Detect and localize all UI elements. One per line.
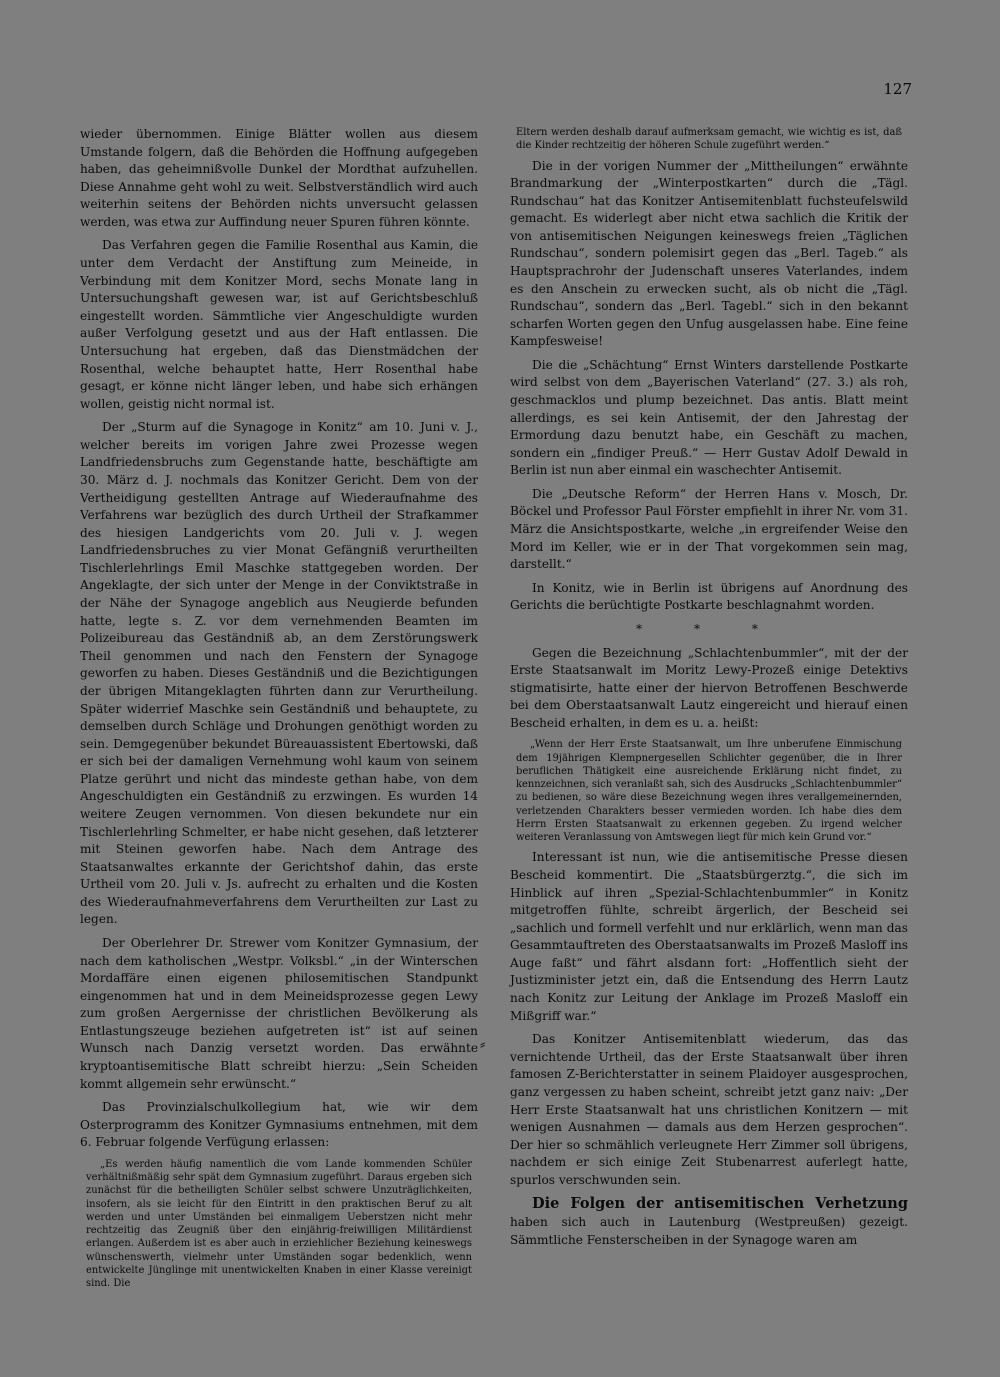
paragraph: Eltern werden deshalb darauf aufmerksam gemacht, wie wichtig es ist, daß die Kinder rechtzeitig der höheren Schule zugeführt werden.“ — [516, 127, 902, 152]
closing-text: haben sich auch in Lautenburg (Westpreußen) gezeigt. Sämmtliche Fensterscheiben in der Synagoge waren am — [510, 1214, 908, 1247]
paragraph: Der Oberlehrer Dr. Strewer vom Konitzer Gymnasium, der nach dem katholischen „Westpr. Volksbl.“ „in der Winterschen Mordaffäre einen eigenen philosemitischen Standpunkt eingenommen hat und in dem Meineidsprozesse gegen Lewy zum großen Aergernisse der christlichen Bevölkerung als Entlastungszeuge beziehen aufgetreten ist“ ist auf seinen Wunsch nach Danzig versetzt worden. Das erwähnte kryptoantisemitische Blatt schreibt hierzu: „Sein Scheiden kommt allgemein sehr erwünscht.“ — [80, 936, 478, 1091]
paragraph: Die die „Schächtung“ Ernst Winters darstellende Postkarte wird selbst von dem „Bayerischen Vaterland“ (27. 3.) als roh, geschmacklos und plump bezeichnet. Das antis. Blatt meint allerdings, es sei kein Antisemit, der den Jahrestag der Ermordung dazu benutzt habe, ein Geschäft zu machen, sondern ein „findiger Preuß.“ — Herr Gustav Adolf Dewald in Berlin ist nun aber einmal ein waschechter Antisemit. — [510, 357, 908, 478]
paragraph: Die „Deutsche Reform“ der Herren Hans v. Mosch, Dr. Böckel und Professor Paul Förster empfiehlt in ihrer Nr. vom 31. März die Ansichtspostkarte, welche „in ergreifender Weise den Mord im Keller, wie er in der That vorgekommen sein mag, darstellt.“ — [510, 486, 908, 572]
left-column — [80, 126, 478, 1295]
paragraph: Der „Sturm auf die Synagoge in Konitz“ am 10. Juni v. J., welcher bereits im vorigen Jahre zwei Prozesse wegen Landfriedensbruchs zum Gegenstande hatte, beschäftigte am 30. März d. J. nochmals das Konitzer Gericht. Dem von der Vertheidigung gestellten Antrage auf Wiederaufnahme des Verfahrens war bezüglich des durch Urtheil der Strafkammer des hiesigen Landgerichts vom 20. Juli v. J. wegen Landfriedensbruches zu vier Monat Gefängniß verurtheilten Tischlerlehrlings Emil Maschke stattgegeben worden. Der Angeklagte, der sich unter der Menge in der Conviktstraße in der Nähe der Synagoge angeblich aus Neugierde befunden hatte, legte s. Z. vor dem vernehmenden Beamten im Polizeibureau das Geständniß ab, an dem Zerstörungswerk Theil genommen und nach den Fenstern der Synagoge geworfen zu haben. Dieses Geständniß und die Bezichtigungen der übrigen Mitangeklagten führten dann zur Verurtheilung. Später widerrief Maschke sein Geständniß und behauptete, zu demselben durch Schläge und Drohungen genöthigt worden zu sein. Demgegenüber bekundet Büreauassistent Ebertowski, daß er sich bei der damaligen Vernehmung wohl kaum von seinem Platze gerührt und nicht das mindeste gethan habe, von dem Angeschuldigten ein Geständniß zu erzwingen. Es wurden 14 weitere Zeugen vernommen. Von diesen bekundete nur ein Tischlerlehrling Schmelter, er habe nicht gesehen, daß letzterer mit Steinen geworfen habe. Nach dem Antrage des Staatsanwaltes erkannte der Gerichtshof dahin, das erste Urtheil vom 20. Juli v. Js. aufrecht zu erhalten und die Kosten des Wiederaufnahmeverfahrens dem Verurtheilten zur Last zu legen. — [80, 420, 478, 927]
paragraph: Die in der vorigen Nummer der „Mittheilungen“ erwähnte Brandmarkung der „Winterpostkarten“ durch die „Tägl. Rundschau“ hat das Konitzer Antisemitenblatt fuchsteufelswild gemacht. Es widerlegt aber nicht etwa sachlich die Kritik der von antisemitischen Neigungen keineswegs freien „Täglichen Rundschau“, sondern polemisirt gegen das „Berl. Tageb.“ als Hauptsprachrohr der Judenschaft unseres Vaterlandes, indem es den Anschein zu erwecken sucht, als ob nicht die „Tägl. Rundschau“, sondern das „Berl. Tagebl.“ sich in den bekannt scharfen Worten gegen den Unfug ausgelassen habe. Eine feine Kampfesweise! — [510, 158, 908, 349]
closing-paragraph — [510, 1195, 908, 1249]
paragraph: Das Konitzer Antisemitenblatt wiederum, das das vernichtende Urtheil, das der Erste Staatsanwalt über ihren famosen Z-Berichterstatter in seinem Plaidoyer ausgesprochen, ganz vergessen zu haben scheint, schreibt jetzt ganz naiv: „Der Herr Erste Staatsanwalt hat uns christlichen Konitzern — mit wenigen Ausnahmen — damals aus dem Herzen gesprochen“. Der hier so schmählich verleugnete Herr Zimmer soll übrigens, nachdem er sich einige Zeit Stubenarrest auferlegt hatte, spurlos verschwunden sein. — [510, 1032, 908, 1187]
paragraph: „Es werden häufig namentlich die vom Lande kommenden Schüler verhältnißmäßig sehr spät dem Gymnasium zugeführt. Daraus ergeben sich zunächst für die betheiligten Schüler selbst schwere Unzuträglichkeiten, insofern, als sie leicht für den Eintritt in den praktischen Beruf zu alt werden und unter Umständen bei einmaligem Ueberstzen nicht mehr rechtzeitig das Zeugniß über den einjährig-freiwilligen Militärdienst erlangen. Außerdem ist es aber auch in erziehlicher Beziehung keineswegs wünschenswerth, vielmehr unter Umständen sogar bedenklich, wenn entwickelte Jünglinge mit unentwickelten Knaben in einer Klasse vereinigt sind. Die — [86, 1158, 472, 1290]
paragraph: Interessant ist nun, wie die antisemitische Presse diesen Bescheid kommentirt. Die „Staatsbürgerztg.“, die sich im Hinblick auf ihren „Spezial-Schlachtenbummler“ in Konitz mitgetroffen fühlte, schreibt ärgerlich, der Bescheid sei „sachlich und formell verfehlt und nur erklärlich, wenn man das Gesammtauftreten des Oberstaatsanwalts im Prozeß Masloff ins Auge faßt“ und fährt alsdann fort: „Hoffentlich sieht der Justizminister jetzt ein, daß die Entsendung des Herrn Lautz nach Konitz zur Leitung der Anklage im Prozeß Masloff ein Mißgriff war.“ — [510, 850, 908, 1023]
paragraph: Gegen die Bezeichnung „Schlachtenbummler“, mit der der Erste Staatsanwalt im Moritz Lewy-Prozeß einige Detektivs stigmatisirte, hatte einer der hiervon Betroffenen Beschwerde bei dem Oberstaatsanwalt Lautz eingereicht und hierauf einen Bescheid erhalten, in dem es u. a. heißt: — [510, 645, 908, 730]
paragraph: „Wenn der Herr Erste Staatsanwalt, um Ihre unberufene Einmischung dem 19jährigen Klempnergesellen Schlichter gegenüber, die in Ihrer beruflichen Thätigkeit eine ausreichende Erklärung nicht findet, zu kennzeichnen, sich veranlaßt sah, sich des Ausdrucks „Schlachtenbummler“ zu bedienen, so wäre diese Bezeichnung wegen ihres verallgemeinernden, verletzenden Charakters besser vermieden worden. Ich habe dies dem Herrn Ersten Staatsanwalt zu erkennen gegeben. Zu irgend welcher weiteren Veranlassung von Amtswegen liegt für mich kein Grund vor.“ — [516, 739, 902, 844]
paragraph: Das Verfahren gegen die Familie Rosenthal aus Kamin, die unter dem Verdacht der Anstiftung zum Meineide, in Verbindung mit dem Konitzer Mord, sechs Monate lang in Untersuchungshaft gewesen war, ist auf Gerichtsbeschluß eingestellt worden. Sämmtliche vier Angeschuldigte wurden außer Verfolgung gesetzt und aus der Haft entlassen. Die Untersuchung hat ergeben, daß das Dienstmädchen der Rosenthal, welche behauptet hatte, Herr Rosenthal habe gesagt, er könne nicht länger leben, und habe sich erhängen wollen, geistig nicht normal ist. — [80, 238, 478, 411]
page-number: 127 — [883, 80, 912, 98]
paragraph: Das Provinzialschulkollegium hat, wie wir dem Osterprogramm des Konitzer Gymnasiums entnehmen, mit dem 6. Februar folgende Verfügung erlassen: — [80, 1100, 478, 1150]
right-column — [510, 126, 908, 1255]
paragraph: In Konitz, wie in Berlin ist übrigens auf Anordnung des Gerichts die berüchtigte Postkarte beschlagnahmt worden. — [510, 580, 908, 613]
paragraph: wieder übernommen. Einige Blätter wollen aus diesem Umstande folgern, daß die Behörden die Hoffnung aufgegeben haben, das geheimnißvolle Dunkel der Mordthat aufzuhellen. Diese Annahme geht wohl zu weit. Selbstverständlich wird auch weiterhin seitens der Behörden nichts unversucht gelassen werden, was etwa zur Auffindung neuer Spuren führen könnte. — [80, 127, 478, 229]
margin-mark: ⸗ — [480, 1034, 486, 1053]
section-heading: Die Folgen der antisemitischen Verhetzung — [532, 1195, 908, 1213]
section-separator: * * * — [636, 621, 782, 636]
